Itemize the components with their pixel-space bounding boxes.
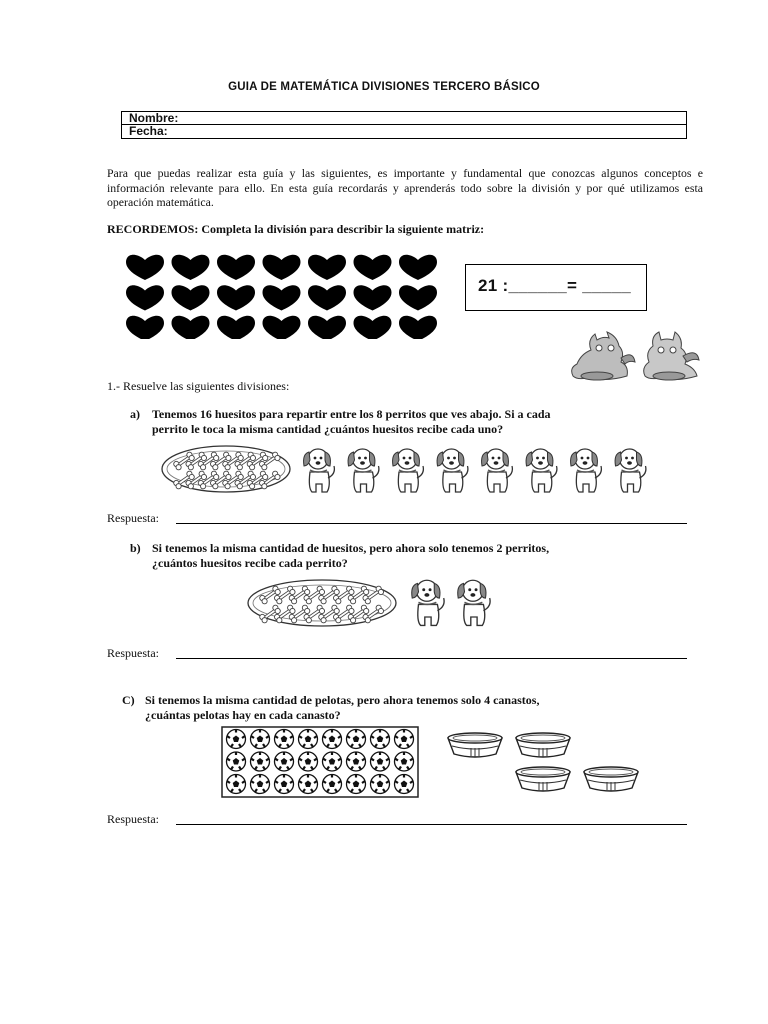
intro-paragraph: Para que puedas realizar esta guía y las siguientes, es importante y fundamental que conozcas algunos conceptos e información relevante para ello. En esta guía recordarás y aprenderás todo sobre la división y por qué utilizamos esta operación matemática.: [107, 166, 703, 210]
soccer-ball-icon: [299, 730, 318, 749]
heart-icon: [263, 316, 301, 339]
heart-icon: [308, 285, 346, 310]
soccer-ball-icon: [251, 775, 270, 794]
heart-matrix: [124, 253, 440, 339]
heart-icon: [308, 316, 346, 339]
heart-icon: [217, 316, 255, 339]
soccer-ball-icon: [251, 730, 270, 749]
response-label: Respuesta:: [107, 646, 159, 660]
bone-plate-icon: [248, 580, 396, 626]
basket-icon: [584, 767, 638, 791]
heart-icon: [263, 255, 301, 280]
bones-and-dogs-a: [160, 442, 650, 496]
bone-plate-icon: [162, 446, 290, 492]
heart-icon: [399, 285, 437, 310]
question-text-line2: perrito le toca la misma cantidad ¿cuántos huesitos recibe cada uno?: [152, 421, 504, 436]
dragon-icon: [572, 332, 635, 380]
response-line[interactable]: [176, 523, 687, 524]
heart-icon: [172, 285, 210, 310]
response-a: [107, 511, 687, 526]
dragons-illustration: [567, 328, 703, 384]
basket-icon: [516, 733, 570, 757]
heart-icon: [172, 316, 210, 339]
heart-icon: [263, 285, 301, 310]
question-text-line2: ¿cuántos huesitos recibe cada perrito?: [152, 555, 348, 570]
soccer-ball-icon: [275, 752, 294, 771]
dog-icon: [393, 449, 424, 492]
heart-icon: [354, 316, 392, 339]
soccer-ball-icon: [275, 730, 294, 749]
date-field[interactable]: Fecha:: [122, 124, 686, 137]
question-text-line1: Si tenemos la misma cantidad de huesitos, pero ahora solo tenemos 2 perritos,: [152, 541, 550, 555]
dog-icon: [571, 449, 602, 492]
soccer-ball-icon: [251, 752, 270, 771]
response-label: Respuesta:: [107, 812, 159, 826]
soccer-ball-icon: [395, 775, 414, 794]
heart-icon: [217, 285, 255, 310]
bones-and-dogs-b: [246, 574, 506, 630]
dog-icon: [615, 449, 646, 492]
soccer-ball-icon: [395, 730, 414, 749]
soccer-ball-icon: [299, 775, 318, 794]
page-title: GUIA DE MATEMÁTICA DIVISIONES TERCERO BÁSICO: [228, 81, 540, 93]
heart-icon: [354, 285, 392, 310]
dog-icon: [412, 580, 444, 625]
heart-icon: [399, 316, 437, 339]
name-field[interactable]: Nombre:: [129, 111, 179, 125]
soccer-ball-icon: [371, 775, 390, 794]
question-text-line2: ¿cuántas pelotas hay en cada canasto?: [145, 707, 341, 722]
heart-icon: [308, 255, 346, 280]
equation-box: [465, 264, 647, 311]
soccer-ball-icon: [275, 775, 294, 794]
soccer-ball-grid: [221, 726, 419, 798]
basket-icon: [516, 767, 570, 791]
soccer-ball-icon: [227, 730, 246, 749]
question-label: a): [130, 407, 140, 421]
soccer-ball-icon: [371, 730, 390, 749]
basket-icon: [448, 733, 502, 757]
question-text-line1: Tenemos 16 huesitos para repartir entre los 8 perritos que ves abajo. Si a cada: [152, 407, 551, 421]
heart-icon: [354, 255, 392, 280]
soccer-ball-icon: [323, 775, 342, 794]
dog-icon: [304, 449, 335, 492]
soccer-ball-icon: [299, 752, 318, 771]
dog-icon: [526, 449, 557, 492]
response-line[interactable]: [176, 824, 687, 825]
heart-icon: [172, 255, 210, 280]
heart-icon: [217, 255, 255, 280]
student-info-box: [121, 111, 687, 139]
baskets-group: [444, 728, 644, 798]
heart-icon: [399, 255, 437, 280]
dragon-icon: [644, 332, 699, 380]
recordemos-heading: RECORDEMOS: Completa la división para describir la siguiente matriz:: [107, 222, 485, 236]
dog-icon: [482, 449, 513, 492]
heart-icon: [126, 316, 164, 339]
soccer-ball-icon: [323, 730, 342, 749]
heart-icon: [126, 255, 164, 280]
division-equation[interactable]: 21 :______= _____: [478, 276, 632, 295]
question-text-line1: Si tenemos la misma cantidad de pelotas, pero ahora tenemos solo 4 canastos,: [145, 693, 540, 707]
soccer-ball-icon: [371, 752, 390, 771]
response-line[interactable]: [176, 658, 687, 659]
soccer-ball-icon: [395, 752, 414, 771]
heart-icon: [126, 285, 164, 310]
dog-icon: [348, 449, 379, 492]
question-label: C): [122, 693, 135, 707]
soccer-ball-icon: [323, 752, 342, 771]
instruction-text: 1.- Resuelve las siguientes divisiones:: [107, 379, 290, 393]
soccer-ball-icon: [347, 775, 366, 794]
soccer-ball-icon: [227, 775, 246, 794]
dog-icon: [458, 580, 490, 625]
response-label: Respuesta:: [107, 511, 159, 525]
soccer-ball-icon: [347, 730, 366, 749]
response-c: [107, 812, 687, 827]
question-label: b): [130, 541, 141, 555]
dog-icon: [437, 449, 468, 492]
soccer-ball-icon: [347, 752, 366, 771]
soccer-ball-icon: [227, 752, 246, 771]
response-b: [107, 646, 687, 661]
